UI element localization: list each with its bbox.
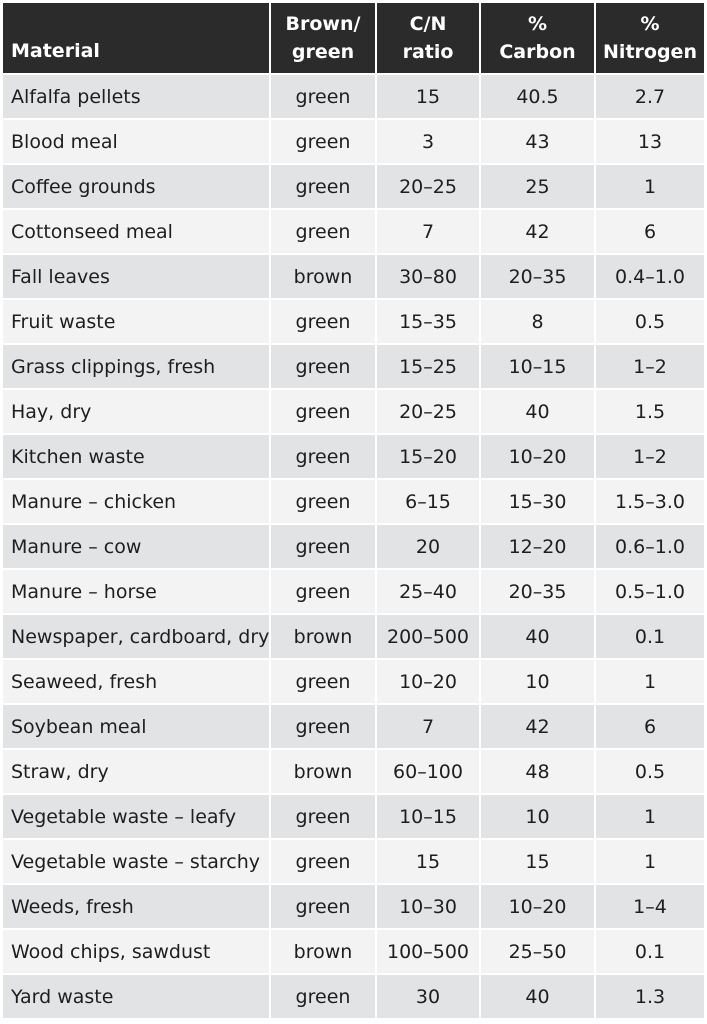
cell-material: Soybean meal	[3, 705, 271, 750]
cell-percent-nitrogen: 1.3	[596, 975, 704, 1020]
cell-brown-green: green	[271, 75, 377, 120]
cell-material: Cottonseed meal	[3, 210, 271, 255]
cell-material: Manure – chicken	[3, 480, 271, 525]
cell-percent-nitrogen: 1	[596, 840, 704, 885]
cell-percent-carbon: 15–30	[481, 480, 596, 525]
cell-brown-green: brown	[271, 930, 377, 975]
cell-material: Coffee grounds	[3, 165, 271, 210]
cell-material: Newspaper, cardboard, dry	[3, 615, 271, 660]
cell-brown-green: brown	[271, 750, 377, 795]
cell-brown-green: green	[271, 525, 377, 570]
cell-brown-green: green	[271, 840, 377, 885]
cell-cn-ratio: 200–500	[377, 615, 481, 660]
cell-cn-ratio: 100–500	[377, 930, 481, 975]
header-percent-nitrogen-line: Nitrogen	[603, 41, 697, 63]
cell-percent-nitrogen: 0.5	[596, 300, 704, 345]
cell-cn-ratio: 20–25	[377, 165, 481, 210]
cell-brown-green: brown	[271, 615, 377, 660]
cell-material: Vegetable waste – leafy	[3, 795, 271, 840]
compost-materials-table	[3, 3, 704, 1020]
cell-cn-ratio: 15–25	[377, 345, 481, 390]
cell-brown-green: green	[271, 795, 377, 840]
cell-cn-ratio: 15–35	[377, 300, 481, 345]
cell-material: Grass clippings, fresh	[3, 345, 271, 390]
cell-percent-carbon: 40	[481, 615, 596, 660]
cell-percent-nitrogen: 0.1	[596, 615, 704, 660]
cell-percent-carbon: 42	[481, 705, 596, 750]
cell-cn-ratio: 15	[377, 840, 481, 885]
cell-brown-green: green	[271, 705, 377, 750]
cell-percent-nitrogen: 0.5	[596, 750, 704, 795]
cell-percent-nitrogen: 1	[596, 795, 704, 840]
header-material-line: Material	[11, 40, 100, 62]
header-cn-ratio-line: C/N	[409, 13, 447, 35]
cell-cn-ratio: 3	[377, 120, 481, 165]
cell-brown-green: brown	[271, 255, 377, 300]
cell-percent-carbon: 10	[481, 660, 596, 705]
cell-percent-carbon: 10–20	[481, 885, 596, 930]
cell-material: Manure – horse	[3, 570, 271, 615]
cell-material: Manure – cow	[3, 525, 271, 570]
cell-cn-ratio: 10–15	[377, 795, 481, 840]
cell-material: Wood chips, sawdust	[3, 930, 271, 975]
cell-percent-nitrogen: 1–2	[596, 345, 704, 390]
cell-material: Fruit waste	[3, 300, 271, 345]
cell-cn-ratio: 30	[377, 975, 481, 1020]
cell-percent-carbon: 40.5	[481, 75, 596, 120]
header-cn-ratio	[377, 3, 481, 75]
cell-percent-nitrogen: 1–4	[596, 885, 704, 930]
cell-percent-carbon: 40	[481, 975, 596, 1020]
header-brown-green-line: Brown/	[285, 13, 361, 35]
header-percent-carbon	[481, 3, 596, 75]
cell-brown-green: green	[271, 975, 377, 1020]
cell-percent-nitrogen: 1	[596, 165, 704, 210]
cell-material: Weeds, fresh	[3, 885, 271, 930]
cell-material: Yard waste	[3, 975, 271, 1020]
cell-cn-ratio: 30–80	[377, 255, 481, 300]
cell-percent-carbon: 12–20	[481, 525, 596, 570]
cell-percent-nitrogen: 6	[596, 705, 704, 750]
cell-brown-green: green	[271, 660, 377, 705]
cell-percent-carbon: 10	[481, 795, 596, 840]
cell-material: Blood meal	[3, 120, 271, 165]
cell-brown-green: green	[271, 300, 377, 345]
cell-cn-ratio: 6–15	[377, 480, 481, 525]
cell-percent-carbon: 25	[481, 165, 596, 210]
cell-percent-nitrogen: 2.7	[596, 75, 704, 120]
cell-material: Vegetable waste – starchy	[3, 840, 271, 885]
cell-cn-ratio: 10–30	[377, 885, 481, 930]
cell-percent-nitrogen: 1.5–3.0	[596, 480, 704, 525]
cell-brown-green: green	[271, 390, 377, 435]
cell-percent-carbon: 42	[481, 210, 596, 255]
cell-cn-ratio: 60–100	[377, 750, 481, 795]
cell-percent-carbon: 43	[481, 120, 596, 165]
header-percent-nitrogen	[596, 3, 704, 75]
cell-percent-nitrogen: 6	[596, 210, 704, 255]
cell-cn-ratio: 15–20	[377, 435, 481, 480]
cell-cn-ratio: 20–25	[377, 390, 481, 435]
cell-percent-nitrogen: 1–2	[596, 435, 704, 480]
cell-material: Hay, dry	[3, 390, 271, 435]
cell-brown-green: green	[271, 345, 377, 390]
cell-cn-ratio: 20	[377, 525, 481, 570]
cell-percent-carbon: 20–35	[481, 255, 596, 300]
cell-brown-green: green	[271, 120, 377, 165]
cell-cn-ratio: 7	[377, 705, 481, 750]
cell-percent-nitrogen: 0.5–1.0	[596, 570, 704, 615]
cell-percent-carbon: 20–35	[481, 570, 596, 615]
cell-brown-green: green	[271, 885, 377, 930]
header-brown-green-line: green	[291, 41, 355, 63]
cell-percent-nitrogen: 0.1	[596, 930, 704, 975]
cell-material: Alfalfa pellets	[3, 75, 271, 120]
cell-cn-ratio: 10–20	[377, 660, 481, 705]
header-material	[3, 3, 271, 75]
cell-percent-carbon: 25–50	[481, 930, 596, 975]
cell-percent-carbon: 8	[481, 300, 596, 345]
cell-cn-ratio: 15	[377, 75, 481, 120]
cell-material: Kitchen waste	[3, 435, 271, 480]
cell-material: Seaweed, fresh	[3, 660, 271, 705]
cell-percent-carbon: 40	[481, 390, 596, 435]
cell-material: Fall leaves	[3, 255, 271, 300]
cell-cn-ratio: 25–40	[377, 570, 481, 615]
header-percent-nitrogen-line: %	[640, 13, 660, 35]
cell-percent-nitrogen: 0.4–1.0	[596, 255, 704, 300]
cell-percent-carbon: 48	[481, 750, 596, 795]
cell-percent-nitrogen: 0.6–1.0	[596, 525, 704, 570]
cell-percent-nitrogen: 1.5	[596, 390, 704, 435]
header-percent-carbon-line: Carbon	[499, 41, 576, 63]
cell-percent-carbon: 10–20	[481, 435, 596, 480]
cell-percent-carbon: 15	[481, 840, 596, 885]
header-percent-carbon-line: %	[527, 13, 548, 35]
cell-brown-green: green	[271, 210, 377, 255]
cell-percent-nitrogen: 13	[596, 120, 704, 165]
cell-cn-ratio: 7	[377, 210, 481, 255]
cell-percent-nitrogen: 1	[596, 660, 704, 705]
cell-brown-green: green	[271, 570, 377, 615]
cell-brown-green: green	[271, 165, 377, 210]
cell-percent-carbon: 10–15	[481, 345, 596, 390]
cell-brown-green: green	[271, 435, 377, 480]
header-cn-ratio-line: ratio	[402, 41, 454, 63]
header-brown-green	[271, 3, 377, 75]
cell-material: Straw, dry	[3, 750, 271, 795]
cell-brown-green: green	[271, 480, 377, 525]
